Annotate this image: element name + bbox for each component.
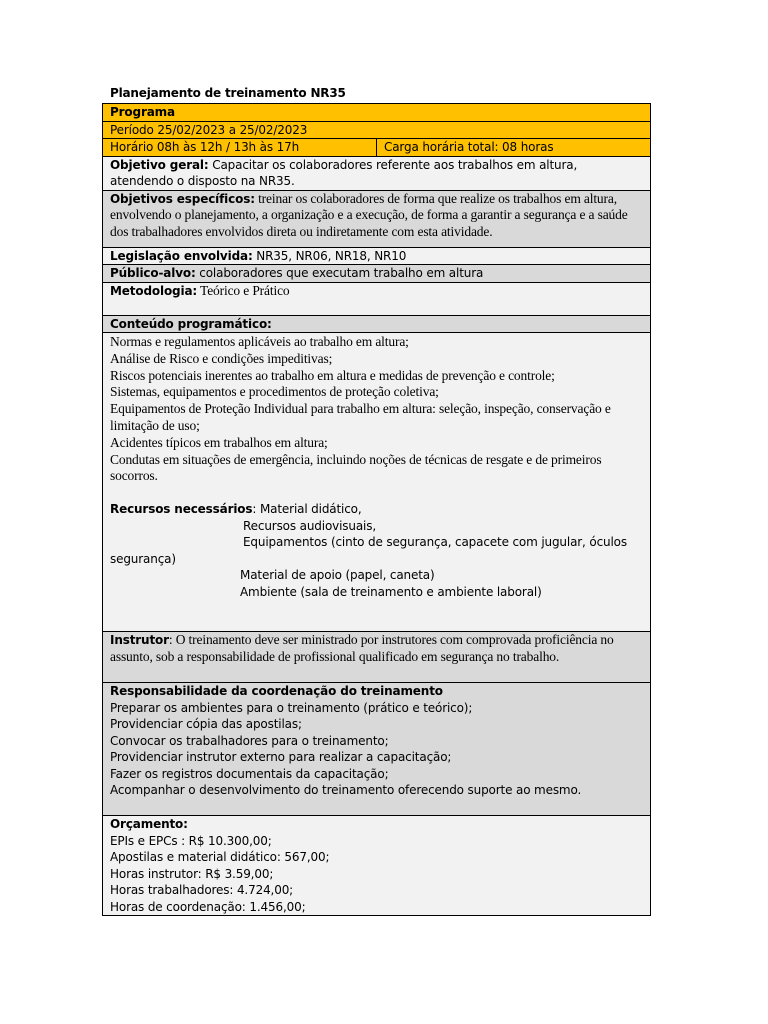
orcamento-item: Apostilas e material didático: 567,00; (110, 850, 330, 864)
programa-row (103, 104, 651, 122)
publico-alvo-label: Público-alvo: (110, 266, 196, 280)
responsabilidade-item: Preparar os ambientes para o treinamento (prático e teórico); (110, 700, 473, 715)
conteudo-item: Riscos potenciais inerentes ao trabalho em altura e medidas de prevenção e controle; (110, 367, 555, 383)
publico-alvo-cell (103, 265, 651, 283)
recursos-item: Equipamentos (cinto de segurança, capacete com jugular, óculos (243, 535, 627, 550)
orcamento-cell (103, 816, 651, 916)
instrutor-cell (103, 632, 651, 683)
carga-horaria-cell: Carga horária total: 08 horas (377, 139, 651, 157)
instrutor-label: Instrutor (110, 633, 169, 647)
orcamento-item: Horas trabalhadores: 4.724,00; (110, 883, 294, 897)
responsabilidade-row (103, 683, 651, 816)
objetivos-especificos-label: Objetivos específicos: (110, 191, 255, 206)
programa-header: Programa (103, 104, 651, 122)
recursos-item: Recursos audiovisuais, (243, 518, 376, 533)
horario-row (103, 139, 651, 157)
metodologia-label: Metodologia: (110, 283, 198, 298)
recursos-item: segurança) (110, 551, 176, 566)
responsabilidade-item: Fazer os registros documentais da capacitação; (110, 766, 389, 781)
conteudo-item: Condutas em situações de emergência, incluindo noções de técnicas de resgate e de primeiros socorros. (110, 451, 602, 484)
recursos-item: Material de apoio (papel, caneta) (240, 568, 435, 583)
objetivos-especificos-text: treinar os colaboradores de forma que realize os trabalhos em altura, envolvendo o planejamento, a organização e a execução, de forma a garantir a segurança e a saúde dos trabalhadores envolvidos direta ou indiretamente com esta atividade. (110, 190, 628, 239)
horario-cell: Horário 08h às 12h / 13h às 17h (103, 139, 377, 157)
responsabilidade-item: Acompanhar o desenvolvimento do treinamento oferecendo suporte ao mesmo. (110, 783, 582, 797)
recursos-item: Ambiente (sala de treinamento e ambiente laboral) (240, 584, 542, 599)
document-title: Planejamento de treinamento NR35 (110, 86, 346, 100)
conteudo-header-row (103, 315, 651, 333)
metodologia-row (103, 282, 651, 315)
conteudo-list (110, 334, 643, 485)
legislacao-label: Legislação envolvida: (110, 248, 253, 263)
conteudo-cell (103, 333, 651, 632)
metodologia-cell (103, 282, 651, 315)
objetivo-geral-row (103, 156, 651, 190)
responsabilidade-item: Convocar os trabalhadores para o treinamento; (110, 733, 389, 748)
objetivo-geral-label: Objetivo geral: (110, 157, 209, 172)
conteudo-item: Acidentes típicos em trabalhos em altura; (110, 434, 328, 450)
legislacao-cell (103, 247, 651, 265)
objetivos-especificos-cell (103, 190, 651, 247)
legislacao-text: NR35, NR06, NR18, NR10 (252, 248, 407, 263)
legislacao-row (103, 247, 651, 265)
responsabilidade-item: Providenciar cópia das apostilas; (110, 717, 302, 731)
recursos-label: Recursos necessários (110, 502, 253, 517)
conteudo-item: Normas e regulamentos aplicáveis ao trabalho em altura; (110, 334, 409, 349)
objetivo-geral-cell (103, 156, 651, 190)
instrutor-row (103, 632, 651, 683)
metodologia-text: Teórico e Prático (197, 282, 290, 298)
publico-alvo-text: colaboradores que executam trabalho em altura (195, 266, 484, 280)
recursos-first: : Material didático, (252, 502, 362, 517)
responsabilidade-item: Providenciar instrutor externo para realizar a capacitação; (110, 750, 452, 764)
conteudo-item: Sistemas, equipamentos e procedimentos de proteção coletiva; (110, 384, 439, 400)
conteudo-item: Análise de Risco e condições impeditivas; (110, 350, 333, 366)
orcamento-item: EPIs e EPCs : R$ 10.300,00; (110, 833, 272, 848)
conteudo-row (103, 333, 651, 632)
orcamento-row (103, 816, 651, 916)
orcamento-item: Horas instrutor: R$ 3.59,00; (110, 866, 274, 881)
orcamento-label: Orçamento: (110, 817, 188, 831)
objetivos-especificos-row (103, 190, 651, 247)
conteudo-header: Conteúdo programático: (103, 315, 651, 333)
periodo-cell: Período 25/02/2023 a 25/02/2023 (103, 121, 651, 139)
responsabilidade-cell (103, 683, 651, 816)
publico-alvo-row (103, 265, 651, 283)
periodo-row (103, 121, 651, 139)
training-plan-table (102, 103, 651, 916)
orcamento-item: Horas de coordenação: 1.456,00; (110, 899, 306, 914)
responsabilidade-label: Responsabilidade da coordenação do treinamento (110, 684, 443, 698)
conteudo-item: Equipamentos de Proteção Individual para trabalho em altura: seleção, inspeção, conservação e limitação de uso; (110, 401, 611, 433)
objetivo-geral-text: Capacitar os colaboradores referente aos trabalhos em altura, atendendo o disposto na NR35. (110, 157, 578, 188)
recursos-block (110, 501, 643, 600)
instrutor-text: : O treinamento deve ser ministrado por instrutores com comprovada proficiência no assunto, sob a responsabilidade de profissional qualificado em segurança no trabalho. (110, 632, 614, 664)
